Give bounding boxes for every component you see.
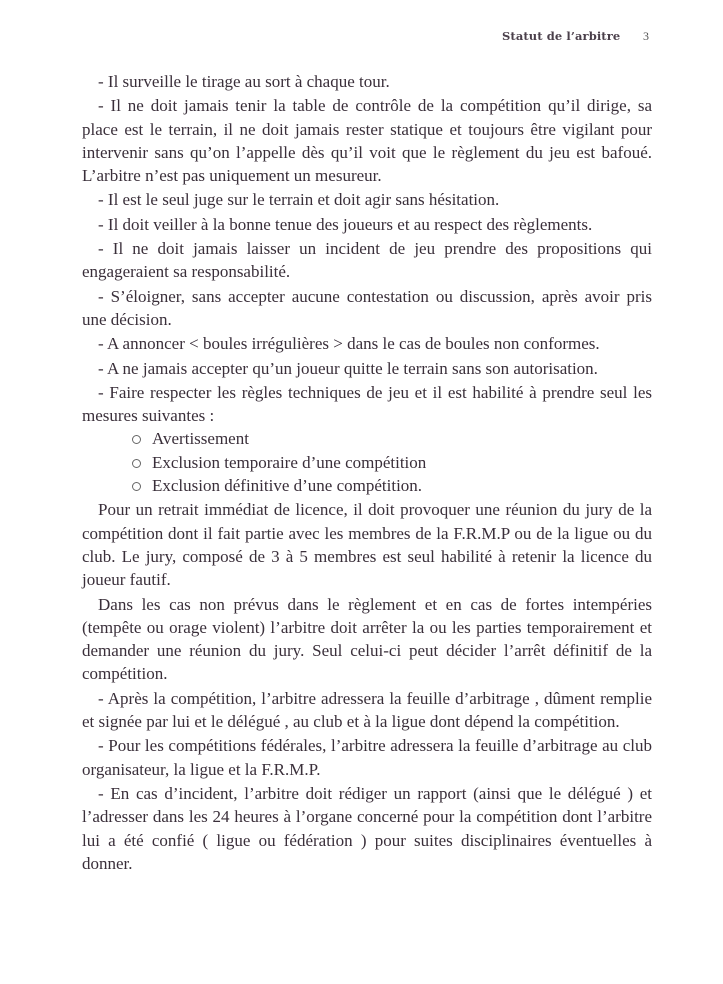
paragraph: - Après la compétition, l’arbitre adressera la feuille d’arbitrage , dûment remplie et signée par lui et le délégué , au club et à la ligue dont dépend la compétition. — [82, 688, 652, 732]
paragraph: Dans les cas non prévus dans le règlement et en cas de fortes intempéries (tempête ou orage violent) l’arbitre doit arrêter la ou les parties temporairement et demander une réunion du jury. Seul celui-ci peut décider l’arrêt définitif de la compétition. — [82, 594, 652, 684]
measures-list — [82, 427, 652, 497]
paragraph: - Pour les compétitions fédérales, l’arbitre adressera la feuille d’arbitrage au club organisateur, la ligue et la F.R.M.P. — [82, 736, 652, 779]
list-item — [132, 427, 652, 450]
document-body — [82, 70, 652, 875]
paragraph: Pour un retrait immédiat de licence, il doit provoquer une réunion du jury de la compétition dont il fait partie avec les membres de la F.R.M.P ou de la ligue ou du club. Le jury, composé de 3 à 5 membres est seul habilité à retenir la licence du joueur fautif. — [82, 500, 652, 590]
paragraph: - S’éloigner, sans accepter aucune contestation ou discussion, après avoir pris une décision. — [82, 286, 652, 329]
paragraph: - Il ne doit jamais tenir la table de contrôle de la compétition qu’il dirige, sa place est le terrain, il ne doit jamais rester statique et toujours être vigilant pour intervenir sans qu’on l’appelle dès qu’il voit que le règlement du jeu est bafoué. L’arbitre n’est pas uniquement un mesureur. — [82, 96, 652, 186]
paragraph: - Faire respecter les règles techniques de jeu et il est habilité à prendre seul les mesures suivantes : — [82, 382, 652, 426]
circle-bullet-icon — [132, 459, 141, 468]
paragraph: - Il doit veiller à la bonne tenue des joueurs et au respect des règlements. — [98, 214, 593, 234]
paragraph: - A annoncer < boules irrégulières > dans le cas de boules non conformes. — [98, 334, 600, 354]
page-header — [0, 29, 723, 49]
list-item-text: Avertissement — [152, 429, 249, 449]
list-item-text: Exclusion temporaire d’une compétition — [152, 452, 427, 472]
circle-bullet-icon — [132, 435, 141, 444]
paragraph: - En cas d’incident, l’arbitre doit rédiger un rapport (ainsi que le délégué ) et l’adresser dans les 24 heures à l’organe concerné pour la compétition dont l’arbitre lui a été confié ( ligue ou fédération ) pour suites disciplinaires éventuelles à donner. — [82, 783, 652, 873]
list-item-text: Exclusion définitive d’une compétition. — [152, 476, 423, 496]
paragraph: - Il surveille le tirage au sort à chaque tour. — [98, 72, 390, 91]
running-title: Statut de l’arbitre — [502, 29, 621, 43]
paragraph: - Il ne doit jamais laisser un incident de jeu prendre des propositions qui engageraient sa responsabilité. — [82, 239, 652, 282]
paragraph: - Il est le seul juge sur le terrain et doit agir sans hésitation. — [98, 190, 500, 210]
page-number: 3 — [643, 29, 649, 43]
list-item — [132, 474, 652, 497]
list-item — [132, 451, 652, 474]
circle-bullet-icon — [132, 482, 141, 491]
paragraph: - A ne jamais accepter qu’un joueur quitte le terrain sans son autorisation. — [98, 358, 598, 378]
